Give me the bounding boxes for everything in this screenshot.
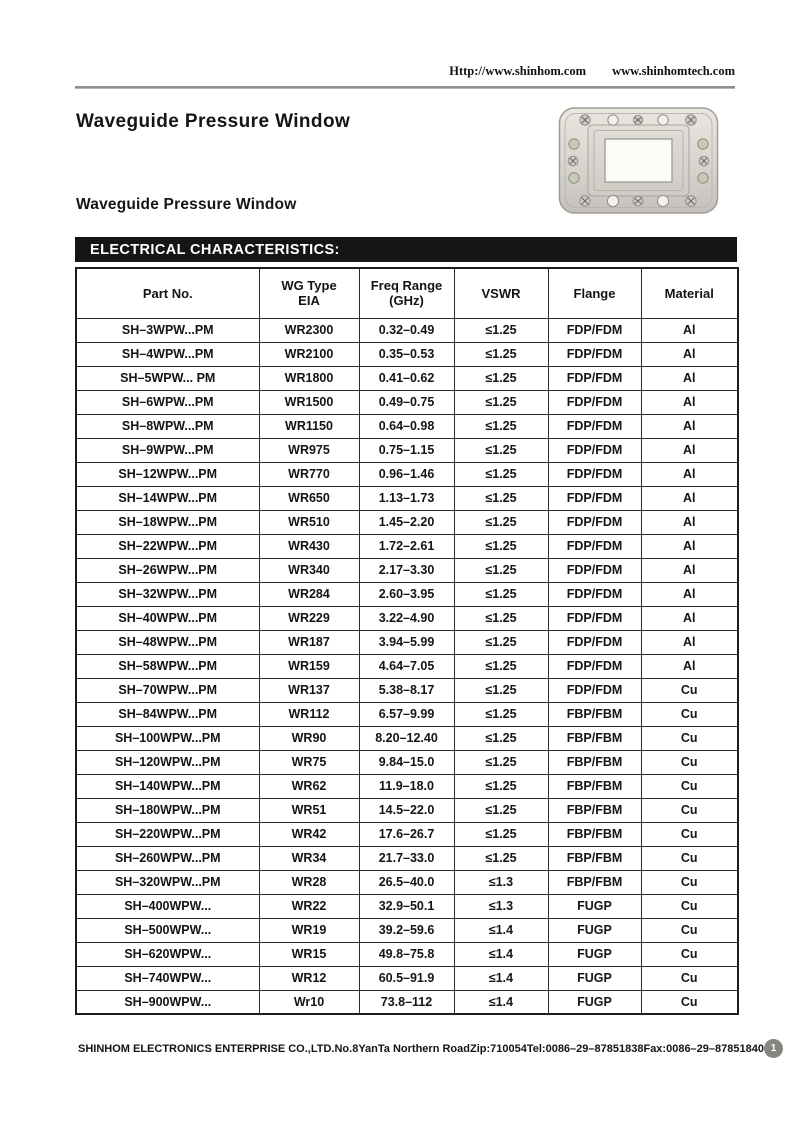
cell-part-no: SH–58WPW...PM — [76, 654, 259, 678]
cell-wg-type: WR1150 — [259, 414, 359, 438]
table-row — [76, 990, 738, 1014]
cell-part-no: SH–40WPW...PM — [76, 606, 259, 630]
cell-flange: FBP/FBM — [548, 702, 641, 726]
cell-part-no: SH–70WPW...PM — [76, 678, 259, 702]
cell-freq-range: 73.8–112 — [359, 990, 454, 1014]
cell-part-no: SH–8WPW...PM — [76, 414, 259, 438]
cell-part-no: SH–740WPW... — [76, 966, 259, 990]
cell-wg-type: WR229 — [259, 606, 359, 630]
cell-material: Al — [641, 630, 738, 654]
cell-freq-range: 0.41–0.62 — [359, 366, 454, 390]
cell-freq-range: 8.20–12.40 — [359, 726, 454, 750]
cell-material: Cu — [641, 678, 738, 702]
cell-flange: FDP/FDM — [548, 510, 641, 534]
cell-flange: FBP/FBM — [548, 774, 641, 798]
cell-material: Cu — [641, 726, 738, 750]
cell-vswr: ≤1.25 — [454, 414, 548, 438]
table-row — [76, 822, 738, 846]
cell-part-no: SH–620WPW... — [76, 942, 259, 966]
cell-wg-type: WR770 — [259, 462, 359, 486]
cell-material: Cu — [641, 966, 738, 990]
cell-wg-type: WR1800 — [259, 366, 359, 390]
cell-vswr: ≤1.25 — [454, 534, 548, 558]
cell-part-no: SH–140WPW...PM — [76, 774, 259, 798]
table-row — [76, 918, 738, 942]
cell-flange: FDP/FDM — [548, 462, 641, 486]
cell-vswr: ≤1.4 — [454, 966, 548, 990]
cell-part-no: SH–900WPW... — [76, 990, 259, 1014]
cell-wg-type: WR75 — [259, 750, 359, 774]
cell-freq-range: 1.45–2.20 — [359, 510, 454, 534]
cell-material: Cu — [641, 774, 738, 798]
cell-vswr: ≤1.25 — [454, 510, 548, 534]
header-url-primary[interactable]: Http://www.shinhom.com — [449, 64, 587, 78]
cell-material: Al — [641, 414, 738, 438]
cell-material: Al — [641, 582, 738, 606]
table-row — [76, 606, 738, 630]
cell-wg-type: WR2300 — [259, 318, 359, 342]
col-header-part-no: Part No. — [76, 268, 259, 318]
cell-freq-range: 14.5–22.0 — [359, 798, 454, 822]
cell-material: Al — [641, 318, 738, 342]
cell-freq-range: 1.72–2.61 — [359, 534, 454, 558]
cell-wg-type: WR28 — [259, 870, 359, 894]
cell-freq-range: 0.35–0.53 — [359, 342, 454, 366]
cell-vswr: ≤1.4 — [454, 918, 548, 942]
cell-part-no: SH–32WPW...PM — [76, 582, 259, 606]
cell-wg-type: WR284 — [259, 582, 359, 606]
table-row — [76, 966, 738, 990]
cell-wg-type: WR12 — [259, 966, 359, 990]
table-row — [76, 870, 738, 894]
cell-flange: FUGP — [548, 966, 641, 990]
cell-vswr: ≤1.25 — [454, 726, 548, 750]
cell-wg-type: WR430 — [259, 534, 359, 558]
table-row — [76, 630, 738, 654]
cell-wg-type: WR90 — [259, 726, 359, 750]
cell-freq-range: 60.5–91.9 — [359, 966, 454, 990]
cell-wg-type: WR187 — [259, 630, 359, 654]
cell-flange: FBP/FBM — [548, 750, 641, 774]
table-row — [76, 846, 738, 870]
cell-vswr: ≤1.25 — [454, 318, 548, 342]
table-row — [76, 414, 738, 438]
cell-flange: FDP/FDM — [548, 558, 641, 582]
table-row — [76, 798, 738, 822]
cell-material: Al — [641, 366, 738, 390]
cell-freq-range: 0.75–1.15 — [359, 438, 454, 462]
cell-vswr: ≤1.25 — [454, 678, 548, 702]
cell-wg-type: WR22 — [259, 894, 359, 918]
table-row — [76, 366, 738, 390]
cell-wg-type: WR340 — [259, 558, 359, 582]
cell-freq-range: 0.32–0.49 — [359, 318, 454, 342]
cell-freq-range: 17.6–26.7 — [359, 822, 454, 846]
table-row — [76, 510, 738, 534]
table-row — [76, 534, 738, 558]
cell-flange: FDP/FDM — [548, 654, 641, 678]
cell-vswr: ≤1.25 — [454, 390, 548, 414]
cell-flange: FDP/FDM — [548, 534, 641, 558]
cell-flange: FDP/FDM — [548, 390, 641, 414]
cell-freq-range: 39.2–59.6 — [359, 918, 454, 942]
cell-wg-type: WR34 — [259, 846, 359, 870]
cell-wg-type: WR1500 — [259, 390, 359, 414]
electrical-characteristics-table — [75, 267, 739, 1015]
table-header-row — [76, 268, 738, 318]
cell-vswr: ≤1.4 — [454, 990, 548, 1014]
cell-part-no: SH–12WPW...PM — [76, 462, 259, 486]
cell-freq-range: 26.5–40.0 — [359, 870, 454, 894]
section-banner — [75, 237, 737, 262]
cell-flange: FBP/FBM — [548, 726, 641, 750]
cell-material: Cu — [641, 942, 738, 966]
table-row — [76, 558, 738, 582]
table-row — [76, 486, 738, 510]
cell-part-no: SH–18WPW...PM — [76, 510, 259, 534]
cell-part-no: SH–14WPW...PM — [76, 486, 259, 510]
cell-part-no: SH–5WPW... PM — [76, 366, 259, 390]
table-row — [76, 678, 738, 702]
cell-material: Cu — [641, 846, 738, 870]
cell-wg-type: WR42 — [259, 822, 359, 846]
cell-vswr: ≤1.25 — [454, 366, 548, 390]
cell-vswr: ≤1.25 — [454, 486, 548, 510]
cell-vswr: ≤1.4 — [454, 942, 548, 966]
footer-fax: Fax:0086–29–87851840 — [643, 1042, 764, 1055]
col-header-wg-type: WG Type EIA — [259, 268, 359, 318]
cell-material: Al — [641, 558, 738, 582]
cell-vswr: ≤1.25 — [454, 702, 548, 726]
table-row — [76, 942, 738, 966]
cell-part-no: SH–400WPW... — [76, 894, 259, 918]
cell-material: Al — [641, 534, 738, 558]
cell-wg-type: WR975 — [259, 438, 359, 462]
table-row — [76, 774, 738, 798]
cell-part-no: SH–180WPW...PM — [76, 798, 259, 822]
cell-flange: FBP/FBM — [548, 798, 641, 822]
characteristics-table — [75, 267, 737, 1015]
cell-wg-type: WR51 — [259, 798, 359, 822]
header-links — [449, 64, 735, 79]
cell-freq-range: 49.8–75.8 — [359, 942, 454, 966]
cell-flange: FBP/FBM — [548, 870, 641, 894]
cell-material: Cu — [641, 990, 738, 1014]
cell-flange: FDP/FDM — [548, 342, 641, 366]
page-title: Waveguide Pressure Window — [76, 111, 351, 132]
cell-freq-range: 5.38–8.17 — [359, 678, 454, 702]
cell-wg-type: WR112 — [259, 702, 359, 726]
col-header-vswr: VSWR — [454, 268, 548, 318]
cell-flange: FDP/FDM — [548, 414, 641, 438]
cell-material: Cu — [641, 894, 738, 918]
cell-part-no: SH–26WPW...PM — [76, 558, 259, 582]
cell-wg-type: WR650 — [259, 486, 359, 510]
cell-vswr: ≤1.25 — [454, 822, 548, 846]
cell-vswr: ≤1.25 — [454, 462, 548, 486]
header-divider — [75, 86, 735, 89]
cell-material: Al — [641, 438, 738, 462]
cell-vswr: ≤1.25 — [454, 774, 548, 798]
cell-flange: FDP/FDM — [548, 606, 641, 630]
cell-wg-type: Wr10 — [259, 990, 359, 1014]
cell-flange: FUGP — [548, 894, 641, 918]
cell-material: Al — [641, 654, 738, 678]
cell-part-no: SH–500WPW... — [76, 918, 259, 942]
cell-part-no: SH–320WPW...PM — [76, 870, 259, 894]
cell-part-no: SH–100WPW...PM — [76, 726, 259, 750]
cell-freq-range: 21.7–33.0 — [359, 846, 454, 870]
cell-freq-range: 4.64–7.05 — [359, 654, 454, 678]
cell-material: Cu — [641, 918, 738, 942]
cell-wg-type: WR159 — [259, 654, 359, 678]
cell-part-no: SH–48WPW...PM — [76, 630, 259, 654]
table-row — [76, 462, 738, 486]
cell-vswr: ≤1.3 — [454, 894, 548, 918]
cell-vswr: ≤1.25 — [454, 798, 548, 822]
table-row — [76, 582, 738, 606]
cell-freq-range: 0.64–0.98 — [359, 414, 454, 438]
table-row — [76, 894, 738, 918]
cell-part-no: SH–260WPW...PM — [76, 846, 259, 870]
cell-freq-range: 0.96–1.46 — [359, 462, 454, 486]
cell-flange: FDP/FDM — [548, 438, 641, 462]
col-header-freq-range: Freq Range (GHz) — [359, 268, 454, 318]
cell-wg-type: WR2100 — [259, 342, 359, 366]
cell-vswr: ≤1.25 — [454, 750, 548, 774]
cell-flange: FDP/FDM — [548, 486, 641, 510]
cell-part-no: SH–3WPW...PM — [76, 318, 259, 342]
cell-material: Cu — [641, 798, 738, 822]
table-row — [76, 654, 738, 678]
cell-vswr: ≤1.3 — [454, 870, 548, 894]
cell-material: Al — [641, 390, 738, 414]
table-row — [76, 438, 738, 462]
cell-freq-range: 9.84–15.0 — [359, 750, 454, 774]
cell-vswr: ≤1.25 — [454, 654, 548, 678]
cell-flange: FDP/FDM — [548, 582, 641, 606]
cell-vswr: ≤1.25 — [454, 846, 548, 870]
cell-flange: FDP/FDM — [548, 318, 641, 342]
table-row — [76, 390, 738, 414]
cell-freq-range: 3.94–5.99 — [359, 630, 454, 654]
cell-wg-type: WR137 — [259, 678, 359, 702]
table-row — [76, 726, 738, 750]
footer-tel: Tel:0086–29–87851838 — [526, 1042, 644, 1055]
footer-company: SHINHOM ELECTRONICS ENTERPRISE CO.,LTD. — [78, 1042, 335, 1055]
cell-part-no: SH–9WPW...PM — [76, 438, 259, 462]
cell-part-no: SH–6WPW...PM — [76, 390, 259, 414]
cell-vswr: ≤1.25 — [454, 606, 548, 630]
cell-freq-range: 0.49–0.75 — [359, 390, 454, 414]
cell-material: Cu — [641, 750, 738, 774]
cell-material: Al — [641, 342, 738, 366]
cell-vswr: ≤1.25 — [454, 582, 548, 606]
cell-freq-range: 3.22–4.90 — [359, 606, 454, 630]
cell-flange: FDP/FDM — [548, 366, 641, 390]
cell-part-no: SH–22WPW...PM — [76, 534, 259, 558]
footer-address: No.8YanTa Northern Road — [334, 1042, 470, 1055]
section-title: Waveguide Pressure Window — [76, 196, 297, 213]
cell-flange: FBP/FBM — [548, 822, 641, 846]
table-row — [76, 750, 738, 774]
cell-freq-range: 32.9–50.1 — [359, 894, 454, 918]
cell-part-no: SH–120WPW...PM — [76, 750, 259, 774]
cell-part-no: SH–4WPW...PM — [76, 342, 259, 366]
cell-vswr: ≤1.25 — [454, 342, 548, 366]
cell-flange: FUGP — [548, 990, 641, 1014]
section-banner-label: ELECTRICAL CHARACTERISTICS: — [90, 241, 340, 258]
cell-material: Al — [641, 462, 738, 486]
table-row — [76, 342, 738, 366]
cell-wg-type: WR510 — [259, 510, 359, 534]
page-footer — [78, 1039, 777, 1058]
cell-freq-range: 2.60–3.95 — [359, 582, 454, 606]
cell-freq-range: 1.13–1.73 — [359, 486, 454, 510]
cell-vswr: ≤1.25 — [454, 630, 548, 654]
table-row — [76, 702, 738, 726]
table-body — [76, 318, 738, 1014]
cell-wg-type: WR15 — [259, 942, 359, 966]
cell-material: Cu — [641, 822, 738, 846]
table-row — [76, 318, 738, 342]
cell-vswr: ≤1.25 — [454, 558, 548, 582]
cell-material: Cu — [641, 870, 738, 894]
waveguide-flange-image — [558, 105, 720, 217]
cell-freq-range: 11.9–18.0 — [359, 774, 454, 798]
cell-flange: FDP/FDM — [548, 630, 641, 654]
cell-wg-type: WR62 — [259, 774, 359, 798]
page-number-badge: 1 — [764, 1039, 783, 1058]
cell-freq-range: 2.17–3.30 — [359, 558, 454, 582]
product-photo — [558, 105, 720, 217]
cell-vswr: ≤1.25 — [454, 438, 548, 462]
col-header-flange: Flange — [548, 268, 641, 318]
cell-wg-type: WR19 — [259, 918, 359, 942]
cell-material: Al — [641, 606, 738, 630]
cell-flange: FUGP — [548, 942, 641, 966]
col-header-material: Material — [641, 268, 738, 318]
cell-part-no: SH–220WPW...PM — [76, 822, 259, 846]
cell-material: Cu — [641, 702, 738, 726]
cell-flange: FBP/FBM — [548, 846, 641, 870]
cell-material: Al — [641, 486, 738, 510]
cell-part-no: SH–84WPW...PM — [76, 702, 259, 726]
cell-material: Al — [641, 510, 738, 534]
header-url-secondary[interactable]: www.shinhomtech.com — [612, 64, 735, 78]
cell-freq-range: 6.57–9.99 — [359, 702, 454, 726]
cell-flange: FUGP — [548, 918, 641, 942]
footer-zip: Zip:710054 — [469, 1042, 527, 1055]
cell-flange: FDP/FDM — [548, 678, 641, 702]
